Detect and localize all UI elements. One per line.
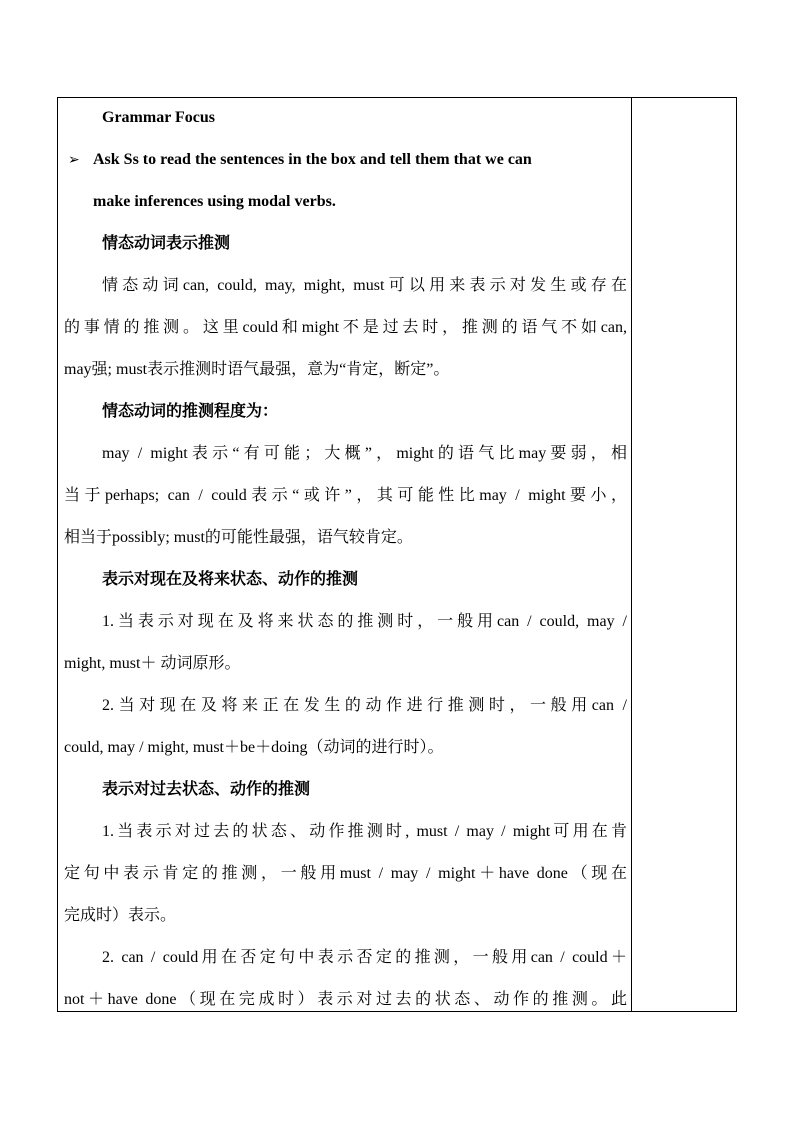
para5-line-2: 定句中表示肯定的推测，一般用must / may / might＋have done（现在 xyxy=(64,865,627,882)
para6-line-1: 2. can / could用在否定句中表示否定的推测，一般用can / could＋ xyxy=(102,949,627,966)
bullet-line-2: make inferences using modal verbs. xyxy=(93,193,336,210)
para4-line-2: could, may / might, must＋be＋doing（动词的进行时）。 xyxy=(64,739,444,756)
para5-line-3: 完成时）表示。 xyxy=(64,907,177,924)
section-title-past: 表示对过去状态、动作的推测 xyxy=(102,781,311,798)
para3-line-2: might, must＋ 动词原形。 xyxy=(64,655,241,672)
section-title-modal-inference: 情态动词表示推测 xyxy=(102,235,231,252)
section-title-degree: 情态动词的推测程度为： xyxy=(102,403,279,420)
para5-line-1: 1.当表示对过去的状态、动作推测时, must / may / might可用在肯 xyxy=(102,823,627,840)
para2-line-3: 相当于possibly; must的可能性最强，语气较肯定。 xyxy=(64,529,413,546)
section-title-present-future: 表示对现在及将来状态、动作的推测 xyxy=(102,571,359,588)
notes-cell xyxy=(632,98,736,1011)
content-cell xyxy=(58,98,631,1011)
para6-line-2: not＋have done（现在完成时）表示对过去的状态、动作的推测。此 xyxy=(64,991,627,1008)
para3-line-1: 1.当表示对现在及将来状态的推测时，一般用can / could, may / xyxy=(102,613,627,630)
para1-line-2: 的事情的推测。这里could和might不是过去时，推测的语气不如can, xyxy=(64,319,627,336)
para1-line-1: 情态动词can, could, may, might, must可以用来表示对发生或存在 xyxy=(102,277,627,294)
bullet-line-1: Ask Ss to read the sentences in the box and tell them that we can xyxy=(93,151,532,168)
para1-line-3: may强; must表示推测时语气最强，意为“肯定，断定”。 xyxy=(64,361,450,378)
grammar-focus-heading: Grammar Focus xyxy=(102,109,216,126)
para4-line-1: 2.当对现在及将来正在发生的动作进行推测时，一般用can / xyxy=(102,697,627,714)
bullet-arrow-icon: ➢ xyxy=(68,152,80,168)
para2-line-2: 当于perhaps; can / could表示“或许”，其可能性比may / might要小， xyxy=(64,487,627,504)
lesson-table xyxy=(57,97,737,1012)
para2-line-1: may / might表示“有可能；大概”，might的语气比may要弱，相 xyxy=(102,445,627,462)
